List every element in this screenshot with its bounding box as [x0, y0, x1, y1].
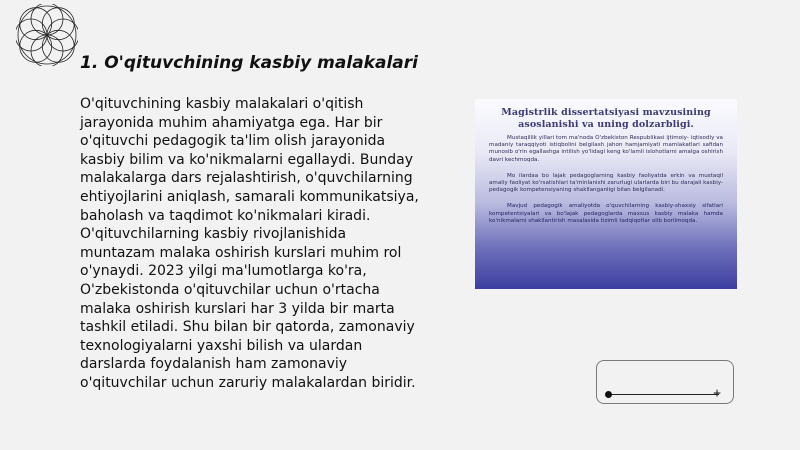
- slide-title: 1. O'qituvchining kasbiy malakalari: [80, 53, 418, 73]
- document-paragraph-3: Mavjud pedagogik amaliyotda o'quvchilarning kasbiy-shaxsiy sifatlari kompetentsiyalari va bo'lajak pedagoglarda maxsus kasbiy malaka hamda ko'nikmalarni shakllantirish masalasida tizimli tadqiqotlar olib borilmoqda.: [489, 203, 723, 224]
- record-dot-icon[interactable]: [605, 391, 612, 398]
- plus-icon[interactable]: +: [713, 386, 721, 401]
- decorative-rosette-icon: [16, 4, 78, 66]
- media-timeline-widget[interactable]: [596, 360, 734, 404]
- timeline-track[interactable]: [607, 394, 719, 395]
- document-paragraph-2: Mo ilardaa bo lajak pedagoglarning kasbiy faoliyatda erkin va mustaqil amaliy faoliyat ko'rsatishlari ta'minlanishi zarurlugi ularlarda biri bu darajali kasbiy-pedagogik kompetensiyaning shakllanganligi bilan belgilanadi.: [489, 172, 723, 194]
- document-paragraph-1: Mustaqillik yillari tom ma'noda O'zbekiston Respublikasi ijtimoiy- iqtisodiy va madaniy taraqqiyoti istiqbolini belgilash jahon hamjamiyati mamlakatlari safidan munosib o'rin egallashga intilish yo'lidagi keng ko'lamli islohotlarni amalga oshirish davri kechmoqda.: [489, 135, 723, 163]
- document-image: [475, 99, 737, 289]
- slide-body-text: O'qituvchining kasbiy malakalari o'qitish jarayonida muhim ahamiyatga ega. Har bir o'qituvchi pedagogik ta'lim olish jarayonida kasbiy bilim va ko'nikmalarni egallaydi. Bunday malakalarga dars rejalashtirish, o'quvchilarning ehtiyojlarini aniqlash, samarali kommunikatsiya, baholash va taqdimot ko'nikmalari kiradi. O'qituvchilarning kasbiy rivojlanishida muntazam malaka oshirish kurslari muhim rol o'ynaydi. 2023 yilgi ma'lumotlarga ko'ra, O'zbekistonda o'qituvchilar uchun o'rtacha malaka oshirish kurslari har 3 yilda bir marta tashkil etiladi. Shu bilan bir qatorda, zamonaviy texnologiyalarni yaxshi bilish va ulardan darslarda foydalanish ham zamonaviy o'qituvchilar uchun zaruriy malakalardan biridir.: [80, 96, 419, 391]
- document-heading: Magistrlik dissertatsiyasi mavzusining asoslanishi va uning dolzarbligi.: [501, 107, 711, 130]
